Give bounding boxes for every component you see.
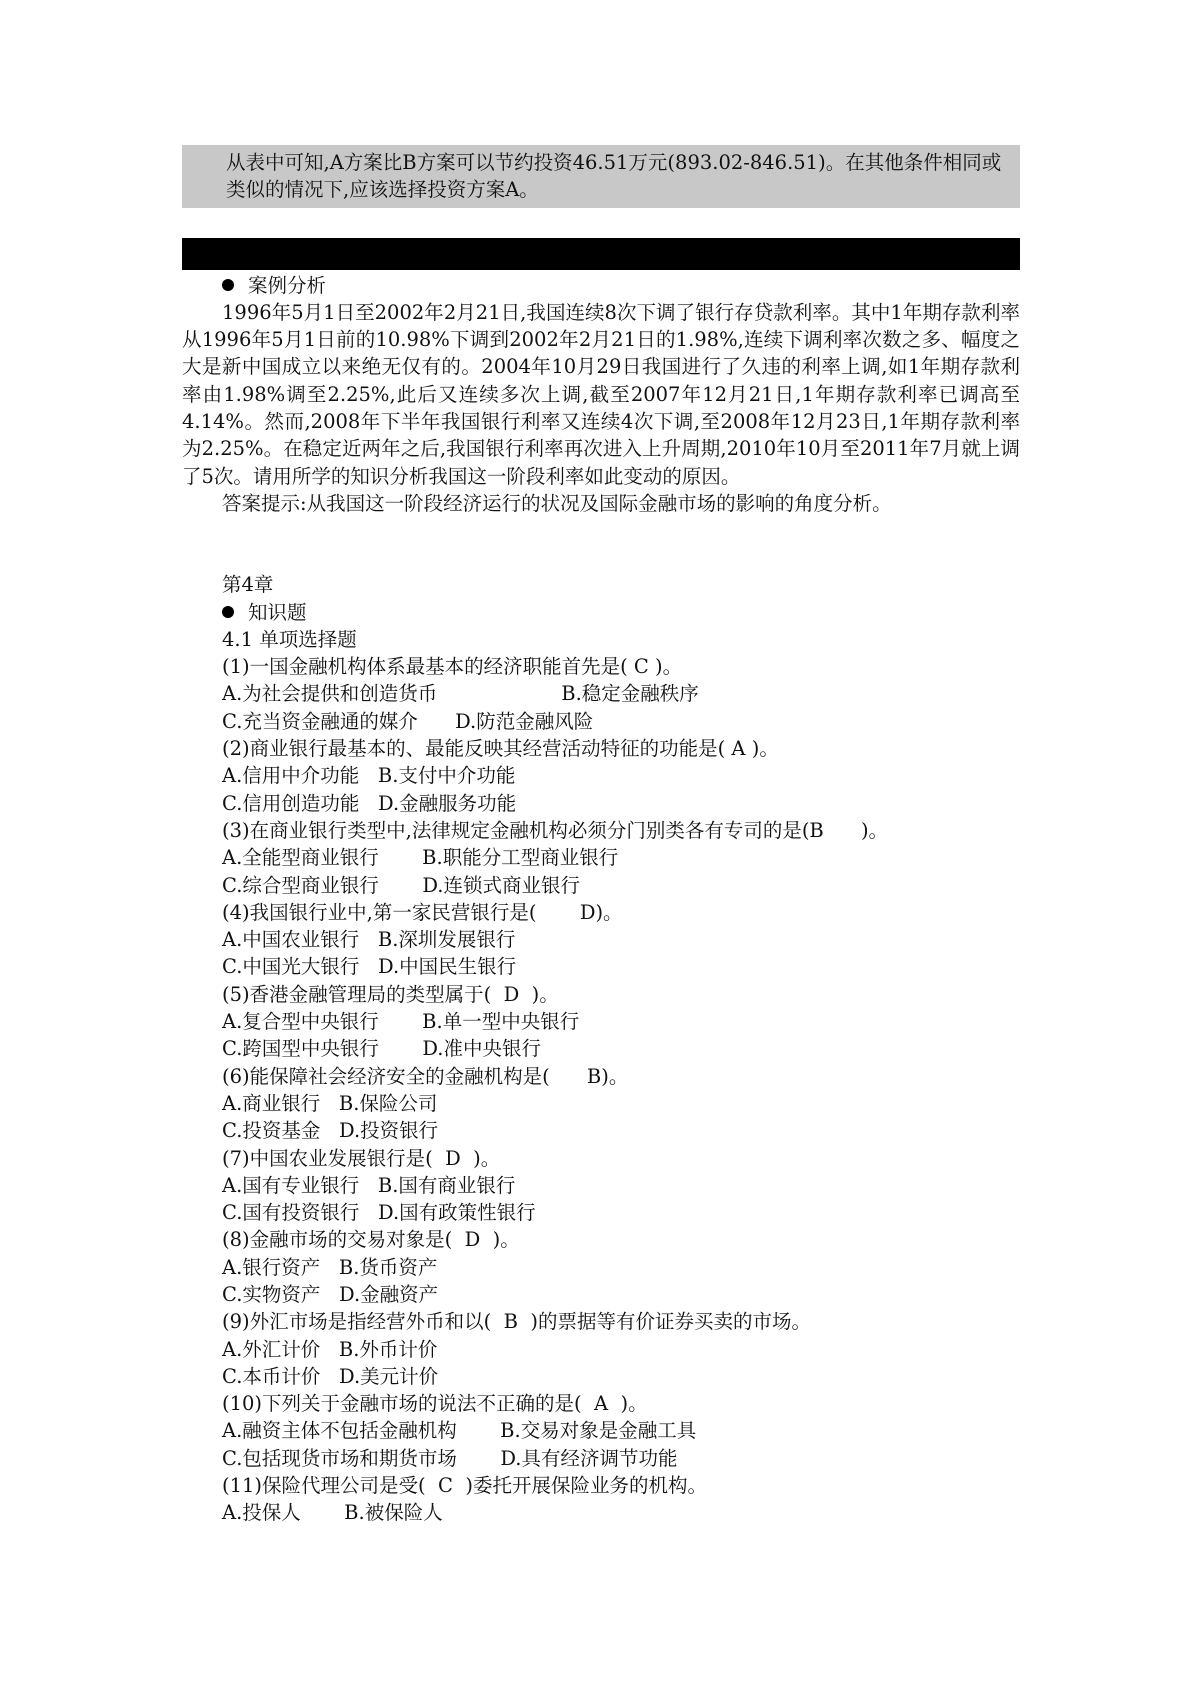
option-line: A.投保人 B.被保险人 xyxy=(222,1501,443,1525)
option-line: A.复合型中央银行 B.单一型中央银行 xyxy=(222,1010,580,1034)
option-line: C.本币计价 D.美元计价 xyxy=(222,1364,439,1388)
option-line: C.中国光大银行 D.中国民生银行 xyxy=(222,955,517,979)
question-list xyxy=(182,653,1020,1527)
option-line: C.充当资金融通的媒介 D.防范金融风险 xyxy=(222,709,594,733)
black-divider-bar xyxy=(182,238,1020,270)
option-line: A.信用中介功能 B.支付中介功能 xyxy=(222,764,516,788)
option-line: C.综合型商业银行 D.连锁式商业银行 xyxy=(222,873,580,897)
option-line: A.全能型商业银行 B.职能分工型商业银行 xyxy=(222,846,619,870)
question-line: (9)外汇市场是指经营外币和以( B )的票据等有价证券买卖的市场。 xyxy=(222,1310,811,1334)
option-line: C.信用创造功能 D.金融服务功能 xyxy=(222,791,517,815)
question-line: (4)我国银行业中,第一家民营银行是( D)。 xyxy=(222,900,623,924)
option-line: C.投资基金 D.投资银行 xyxy=(222,1119,439,1143)
question-line: (11)保险代理公司是受( C )委托开展保险业务的机构。 xyxy=(222,1474,707,1498)
chapter-title: 第4章 xyxy=(222,573,274,597)
answer-hint: 答案提示:从我国这一阶段经济运行的状况及国际金融市场的影响的角度分析。 xyxy=(222,491,892,515)
question-line: (10)下列关于金融市场的说法不正确的是( A )。 xyxy=(222,1392,648,1416)
option-line: A.国有专业银行 B.国有商业银行 xyxy=(222,1173,516,1197)
option-line: A.商业银行 B.保险公司 xyxy=(222,1091,438,1115)
question-line: (8)金融市场的交易对象是( D )。 xyxy=(222,1228,520,1252)
case-heading xyxy=(182,272,1020,299)
option-line: C.实物资产 D.金融资产 xyxy=(222,1282,439,1306)
option-line: A.外汇计价 B.外币计价 xyxy=(222,1337,438,1361)
subsection-heading: 4.1 单项选择题 xyxy=(222,627,357,651)
question-line: (5)香港金融管理局的类型属于( D )。 xyxy=(222,982,559,1006)
case-body-paragraph: 1996年5月1日至2002年2月21日,我国连续8次下调了银行存贷款利率。其中1年期存款利率从1996年5月1日前的10.98%下调到2002年2月21日的1.98%,连续下调利率次数之多、幅度之大是新中国成立以来绝无仅有的。2004年10月29日我国进行了久违的利率上调,如1年期存款利率由1.98%调至2.25%,此后又连续多次上调,截至2007年12月21日,1年期存款利率已调高至4.14%。然而,2008年下半年我国银行利率又连续4次下调,至2008年12月23日,1年期存款利率为2.25%。在稳定近两年之后,我国银行利率再次进入上升周期,2010年10月至2011年7月就上调了5次。请用所学的知识分析我国这一阶段利率如此变动的原因。 xyxy=(182,300,1020,488)
question-line: (1)一国金融机构体系最基本的经济职能首先是( C )。 xyxy=(222,655,683,679)
option-line: A.银行资产 B.货币资产 xyxy=(222,1255,438,1279)
section-gap xyxy=(182,517,1020,571)
option-line: A.融资主体不包括金融机构 B.交易对象是金融工具 xyxy=(222,1419,697,1443)
document-body xyxy=(182,145,1020,1527)
question-line: (3)在商业银行类型中,法律规定金融机构必须分门别类各有专司的是(B )。 xyxy=(222,818,889,842)
option-line: A.为社会提供和创造货币 B.稳定金融秩序 xyxy=(222,682,699,706)
shaded-intro-block xyxy=(182,145,1020,208)
option-line: C.包括现货市场和期货市场 D.具有经济调节功能 xyxy=(222,1446,678,1470)
bullet-dot-icon xyxy=(222,279,234,291)
bullet-dot-icon xyxy=(222,606,234,618)
case-heading-text: 案例分析 xyxy=(248,273,327,297)
option-line: C.国有投资银行 D.国有政策性银行 xyxy=(222,1201,536,1225)
section-heading-text: 知识题 xyxy=(248,600,307,624)
section-heading xyxy=(182,599,1020,626)
option-line: A.中国农业银行 B.深圳发展银行 xyxy=(222,928,516,952)
intro-paragraph: 从表中可知,A方案比B方案可以节约投资46.51万元(893.02-846.51)。在其他条件相同或类似的情况下,应该选择投资方案A。 xyxy=(226,151,1002,202)
question-line: (6)能保障社会经济安全的金融机构是( B)。 xyxy=(222,1064,629,1088)
question-line: (2)商业银行最基本的、最能反映其经营活动特征的功能是( A )。 xyxy=(222,737,779,761)
option-line: C.跨国型中央银行 D.准中央银行 xyxy=(222,1037,541,1061)
question-line: (7)中国农业发展银行是( D )。 xyxy=(222,1146,501,1170)
